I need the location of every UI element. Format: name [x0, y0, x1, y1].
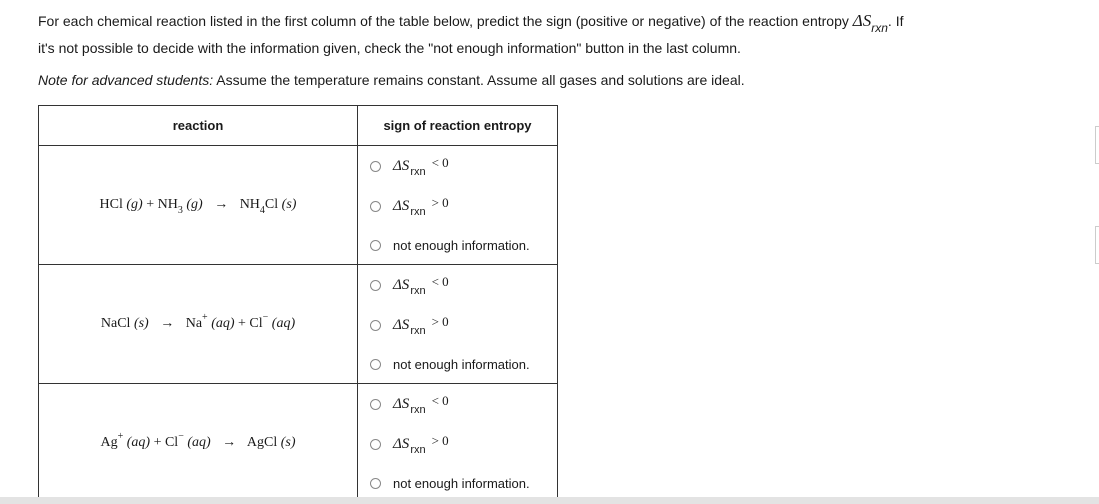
- sign-options: [358, 265, 558, 384]
- reaction-column-header: reaction: [39, 106, 358, 146]
- note-label: Note for advanced students:: [38, 72, 214, 88]
- sign-options: [358, 384, 558, 503]
- option-positive[interactable]: $\Delta S_{rxn}$ > 0: [370, 315, 449, 335]
- radio-button[interactable]: [370, 280, 381, 291]
- note-text: Assume the temperature remains constant. Assume all gases and solutions are ideal.: [213, 72, 745, 88]
- radio-button[interactable]: [370, 161, 381, 172]
- instruction-line-1-end: . If: [887, 13, 904, 29]
- option-not-enough-information[interactable]: not enough information.: [370, 473, 530, 493]
- radio-button[interactable]: [370, 399, 381, 410]
- radio-button[interactable]: [370, 359, 381, 370]
- side-panel-edge: [1095, 126, 1099, 164]
- sign-options: [358, 146, 558, 265]
- radio-button[interactable]: [370, 240, 381, 251]
- radio-button[interactable]: [370, 320, 381, 331]
- instruction-line-1: For each chemical reaction listed in the first column of the table below, predict the sign (positive or negative) of the reaction entropy: [38, 13, 853, 29]
- reaction-equation: Ag+ (aq) + Cl− (aq) → AgCl (s): [39, 384, 358, 503]
- advanced-note: [38, 67, 1058, 93]
- radio-button[interactable]: [370, 439, 381, 450]
- reaction-arrow-icon: →: [214, 197, 229, 212]
- reaction-equation: NaCl (s) → Na+ (aq) + Cl− (aq): [39, 265, 358, 384]
- radio-button[interactable]: [370, 478, 381, 489]
- option-positive[interactable]: $\Delta S_{rxn}$ > 0: [370, 434, 449, 454]
- reaction-arrow-icon: →: [160, 316, 175, 331]
- option-positive[interactable]: $\Delta S_{rxn}$ > 0: [370, 196, 449, 216]
- table-row: [39, 265, 558, 384]
- reaction-arrow-icon: →: [222, 435, 237, 450]
- table-row: [39, 146, 558, 265]
- instructions: [38, 8, 1058, 93]
- sign-column-header: sign of reaction entropy: [358, 106, 558, 146]
- side-panel-edge: [1095, 226, 1099, 264]
- option-not-enough-information[interactable]: not enough information.: [370, 235, 530, 255]
- option-negative[interactable]: $\Delta S_{rxn}$ < 0: [370, 394, 449, 414]
- reaction-table: [38, 105, 558, 503]
- option-negative[interactable]: $\Delta S_{rxn}$ < 0: [370, 156, 449, 176]
- option-not-enough-information[interactable]: not enough information.: [370, 354, 530, 374]
- entropy-symbol: $\Delta S_{rxn}$: [852, 11, 888, 35]
- option-negative[interactable]: $\Delta S_{rxn}$ < 0: [370, 275, 449, 295]
- instruction-line-2: it's not possible to decide with the information given, check the "not enough information" button in the last column.: [38, 40, 741, 56]
- radio-button[interactable]: [370, 201, 381, 212]
- table-row: [39, 384, 558, 503]
- reaction-equation: HCl $(g) + NH_3$ $(g) \to NH_4Cl$ (s): [39, 146, 358, 265]
- horizontal-scrollbar[interactable]: [0, 497, 1099, 504]
- instruction-text: [38, 8, 1058, 61]
